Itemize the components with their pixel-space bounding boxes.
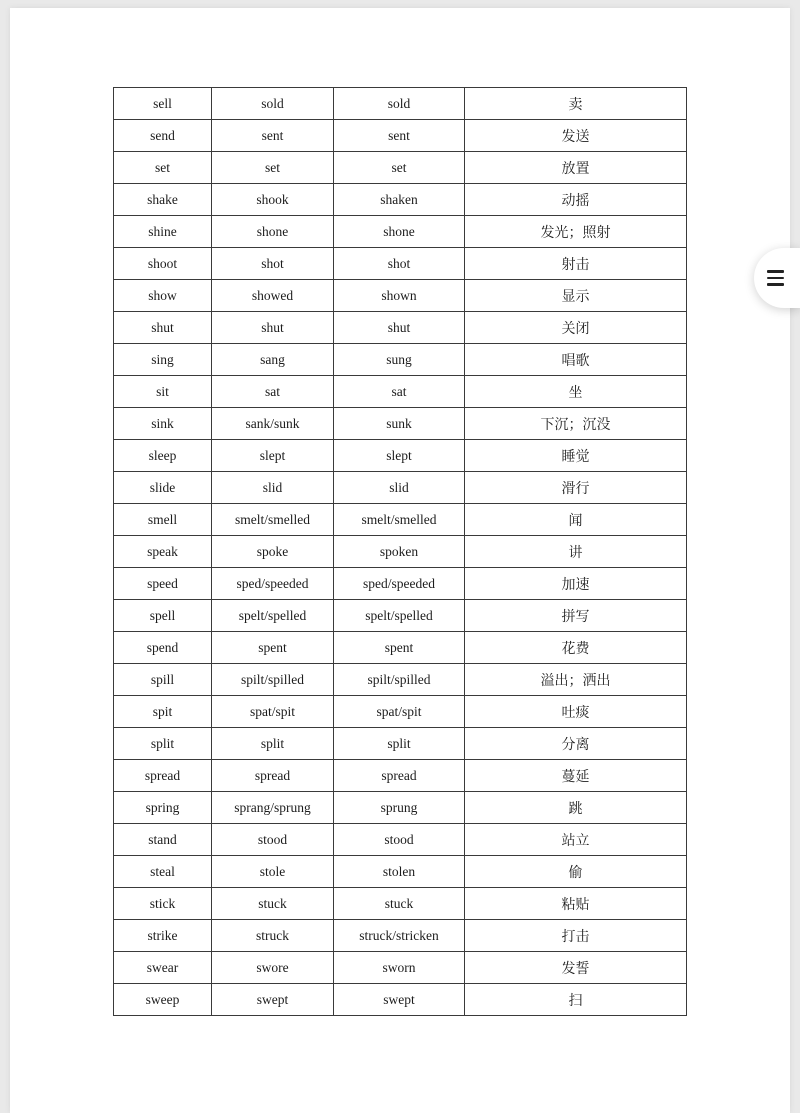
cell-past-participle: split (334, 728, 465, 760)
cell-past-participle: sat (334, 376, 465, 408)
cell-base-form: spread (114, 760, 212, 792)
cell-past-participle: slid (334, 472, 465, 504)
table-row (114, 632, 687, 664)
cell-past-tense: sprang/sprung (212, 792, 334, 824)
cell-base-form: split (114, 728, 212, 760)
cell-past-tense: swore (212, 952, 334, 984)
cell-meaning: 讲 (465, 536, 687, 568)
cell-past-participle: slept (334, 440, 465, 472)
cell-meaning: 花费 (465, 632, 687, 664)
cell-meaning: 粘贴 (465, 888, 687, 920)
table-row (114, 120, 687, 152)
cell-base-form: sit (114, 376, 212, 408)
cell-past-tense: shone (212, 216, 334, 248)
table-row (114, 184, 687, 216)
cell-past-tense: shut (212, 312, 334, 344)
cell-base-form: sweep (114, 984, 212, 1016)
cell-past-tense: sent (212, 120, 334, 152)
cell-meaning: 蔓延 (465, 760, 687, 792)
document-page (10, 8, 790, 1113)
cell-meaning: 跳 (465, 792, 687, 824)
cell-past-tense: struck (212, 920, 334, 952)
cell-meaning: 卖 (465, 88, 687, 120)
cell-past-participle: spelt/spelled (334, 600, 465, 632)
cell-past-participle: swept (334, 984, 465, 1016)
cell-meaning: 唱歌 (465, 344, 687, 376)
cell-base-form: strike (114, 920, 212, 952)
cell-past-tense: split (212, 728, 334, 760)
cell-base-form: sing (114, 344, 212, 376)
table-row (114, 856, 687, 888)
cell-past-tense: spelt/spelled (212, 600, 334, 632)
table-row (114, 824, 687, 856)
cell-past-participle: sent (334, 120, 465, 152)
cell-past-tense: stole (212, 856, 334, 888)
table-row (114, 728, 687, 760)
table-row (114, 984, 687, 1016)
cell-base-form: spit (114, 696, 212, 728)
cell-meaning: 睡觉 (465, 440, 687, 472)
cell-past-tense: spread (212, 760, 334, 792)
cell-base-form: show (114, 280, 212, 312)
cell-past-participle: spread (334, 760, 465, 792)
irregular-verbs-table (113, 87, 687, 1016)
cell-past-tense: stood (212, 824, 334, 856)
cell-past-participle: sung (334, 344, 465, 376)
cell-base-form: swear (114, 952, 212, 984)
cell-past-tense: slept (212, 440, 334, 472)
table-row (114, 472, 687, 504)
cell-meaning: 分离 (465, 728, 687, 760)
cell-meaning: 发光；照射 (465, 216, 687, 248)
cell-base-form: steal (114, 856, 212, 888)
cell-past-tense: sped/speeded (212, 568, 334, 600)
cell-past-tense: shot (212, 248, 334, 280)
cell-base-form: send (114, 120, 212, 152)
cell-past-participle: set (334, 152, 465, 184)
cell-base-form: slide (114, 472, 212, 504)
cell-base-form: sleep (114, 440, 212, 472)
cell-past-participle: stolen (334, 856, 465, 888)
cell-past-participle: spoken (334, 536, 465, 568)
cell-base-form: spring (114, 792, 212, 824)
cell-meaning: 坐 (465, 376, 687, 408)
cell-past-tense: sang (212, 344, 334, 376)
table-row (114, 440, 687, 472)
cell-meaning: 滑行 (465, 472, 687, 504)
cell-base-form: stick (114, 888, 212, 920)
table-row (114, 952, 687, 984)
cell-meaning: 扫 (465, 984, 687, 1016)
cell-past-tense: showed (212, 280, 334, 312)
cell-past-participle: struck/stricken (334, 920, 465, 952)
cell-past-participle: spent (334, 632, 465, 664)
cell-past-participle: sunk (334, 408, 465, 440)
table-row (114, 408, 687, 440)
cell-meaning: 关闭 (465, 312, 687, 344)
table-row (114, 920, 687, 952)
table-row (114, 504, 687, 536)
cell-meaning: 下沉；沉没 (465, 408, 687, 440)
table-row (114, 88, 687, 120)
cell-base-form: spend (114, 632, 212, 664)
cell-past-tense: stuck (212, 888, 334, 920)
cell-base-form: shut (114, 312, 212, 344)
cell-past-tense: sat (212, 376, 334, 408)
cell-meaning: 发送 (465, 120, 687, 152)
cell-past-participle: spat/spit (334, 696, 465, 728)
cell-base-form: spell (114, 600, 212, 632)
table-row (114, 792, 687, 824)
table-row (114, 888, 687, 920)
cell-meaning: 加速 (465, 568, 687, 600)
cell-past-participle: sold (334, 88, 465, 120)
cell-past-participle: shot (334, 248, 465, 280)
table-row (114, 280, 687, 312)
cell-base-form: stand (114, 824, 212, 856)
cell-past-tense: spent (212, 632, 334, 664)
table-row (114, 696, 687, 728)
cell-past-tense: sold (212, 88, 334, 120)
cell-meaning: 吐痰 (465, 696, 687, 728)
cell-past-participle: sworn (334, 952, 465, 984)
table-row (114, 760, 687, 792)
cell-meaning: 射击 (465, 248, 687, 280)
cell-base-form: sink (114, 408, 212, 440)
table-row (114, 312, 687, 344)
cell-past-tense: slid (212, 472, 334, 504)
cell-base-form: shoot (114, 248, 212, 280)
table-row (114, 536, 687, 568)
cell-base-form: sell (114, 88, 212, 120)
cell-past-participle: shut (334, 312, 465, 344)
cell-base-form: speed (114, 568, 212, 600)
cell-past-tense: smelt/smelled (212, 504, 334, 536)
cell-past-participle: sped/speeded (334, 568, 465, 600)
cell-meaning: 显示 (465, 280, 687, 312)
cell-past-participle: stuck (334, 888, 465, 920)
table-row (114, 152, 687, 184)
cell-meaning: 放置 (465, 152, 687, 184)
cell-past-tense: spilt/spilled (212, 664, 334, 696)
cell-past-tense: spoke (212, 536, 334, 568)
table-row (114, 344, 687, 376)
cell-past-participle: shone (334, 216, 465, 248)
cell-past-participle: stood (334, 824, 465, 856)
cell-meaning: 闻 (465, 504, 687, 536)
cell-past-tense: sank/sunk (212, 408, 334, 440)
cell-past-tense: set (212, 152, 334, 184)
cell-base-form: speak (114, 536, 212, 568)
cell-past-participle: shaken (334, 184, 465, 216)
cell-base-form: smell (114, 504, 212, 536)
table-body (114, 88, 687, 1016)
table-row (114, 600, 687, 632)
hamburger-menu-icon (767, 270, 784, 286)
cell-base-form: shine (114, 216, 212, 248)
table-row (114, 216, 687, 248)
cell-meaning: 拼写 (465, 600, 687, 632)
table-row (114, 568, 687, 600)
cell-past-participle: spilt/spilled (334, 664, 465, 696)
cell-past-participle: sprung (334, 792, 465, 824)
table-row (114, 664, 687, 696)
cell-base-form: set (114, 152, 212, 184)
cell-past-tense: swept (212, 984, 334, 1016)
cell-meaning: 站立 (465, 824, 687, 856)
cell-past-participle: smelt/smelled (334, 504, 465, 536)
cell-base-form: spill (114, 664, 212, 696)
cell-past-tense: shook (212, 184, 334, 216)
cell-base-form: shake (114, 184, 212, 216)
cell-past-tense: spat/spit (212, 696, 334, 728)
cell-meaning: 动摇 (465, 184, 687, 216)
table-row (114, 376, 687, 408)
cell-meaning: 偷 (465, 856, 687, 888)
table-row (114, 248, 687, 280)
cell-past-participle: shown (334, 280, 465, 312)
cell-meaning: 打击 (465, 920, 687, 952)
cell-meaning: 发誓 (465, 952, 687, 984)
cell-meaning: 溢出；洒出 (465, 664, 687, 696)
